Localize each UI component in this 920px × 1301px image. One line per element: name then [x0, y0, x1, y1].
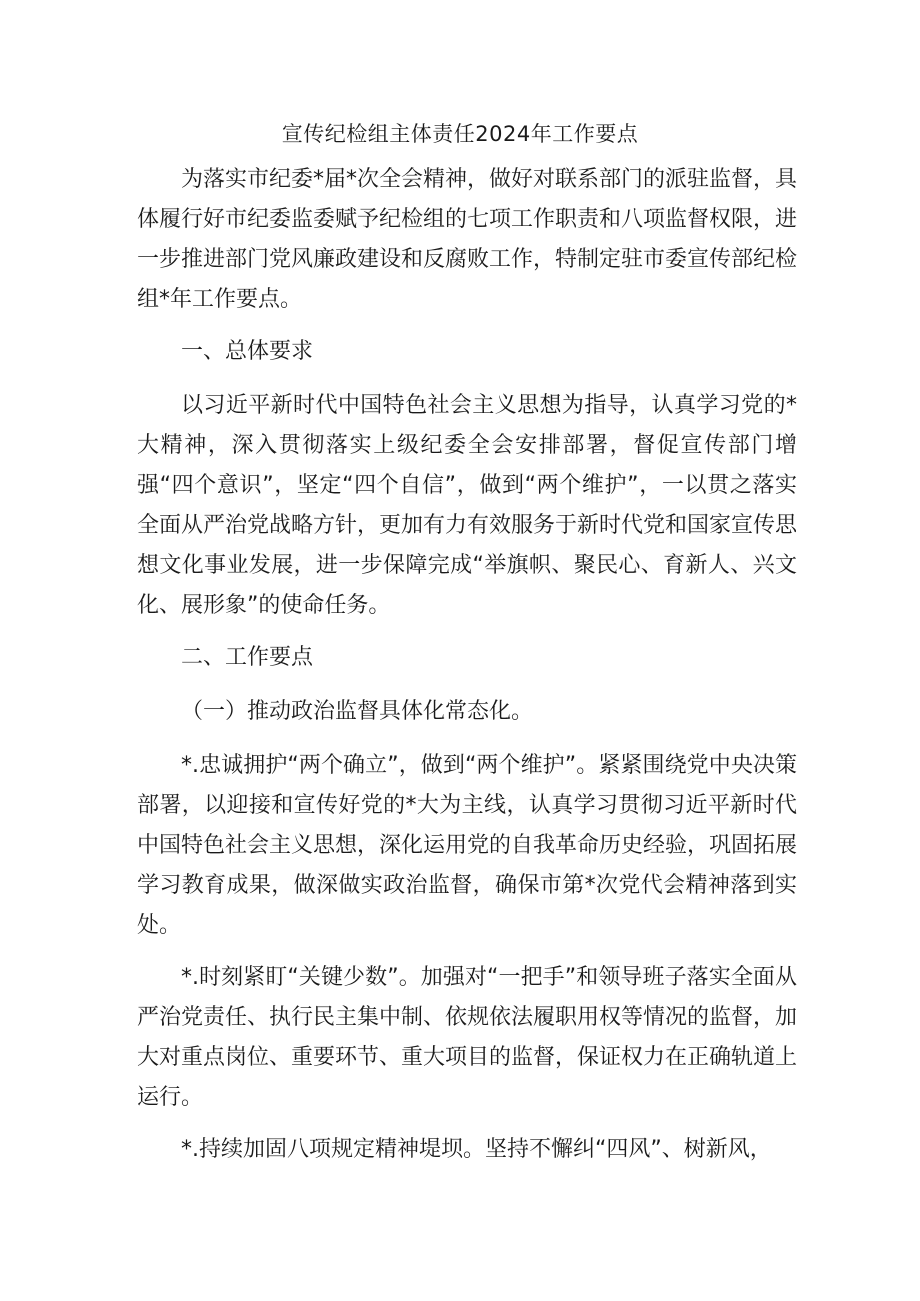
document-title: 宣传纪检组主体责任2024年工作要点 [281, 122, 639, 146]
section-heading-general-requirements: 一、总体要求 [181, 339, 314, 364]
section-heading-work-points: 二、工作要点 [181, 645, 314, 670]
document-body [137, 160, 797, 1182]
work-item-paragraph: *.时刻紧盯“关键少数”。加强对“一把手”和领导班子落实全面从严治党责任、执行民主集中制、依规依法履职用权等情况的监督，加大对重点岗位、重要环节、重大项目的监督，保证权力在正确轨道上运行。 [137, 965, 798, 1110]
intro-paragraph: 为落实市纪委*届*次全会精神，做好对联系部门的派驻监督，具体履行好市纪委监委赋予纪检组的七项工作职责和八项监督权限，进一步推进部门党风廉政建设和反腐败工作，特制定驻市委宣传部纪检组*年工作要点。 [137, 167, 798, 312]
work-item-paragraph: *.持续加固八项规定精神堤坝。坚持不懈纠“四风”、树新风， [181, 1137, 772, 1162]
general-requirements-paragraph: 以习近平新时代中国特色社会主义思想为指导，认真学习党的*大精神，深入贯彻落实上级纪委全会安排部署，督促宣传部门增强“四个意识”，坚定“四个自信”，做到“两个维护”，一以贯之落实全面从严治党战略方针，更加有力有效服务于新时代党和国家宣传思想文化事业发展，进一步保障完成“举旗帜、聚民心、育新人、兴文化、展形象”的使命任务。 [137, 393, 798, 618]
work-item-paragraph: *.忠诚拥护“两个确立”，做到“两个维护”。紧紧围绕党中央决策部署，以迎接和宣传好党的*大为主线，认真学习贯彻习近平新时代中国特色社会主义思想，深化运用党的自我革命历史经验，巩固拓展学习教育成果，做深做实政治监督，确保市第*次党代会精神落到实处。 [137, 753, 798, 938]
subsection-heading-political-supervision: （一）推动政治监督具体化常态化。 [181, 699, 534, 724]
